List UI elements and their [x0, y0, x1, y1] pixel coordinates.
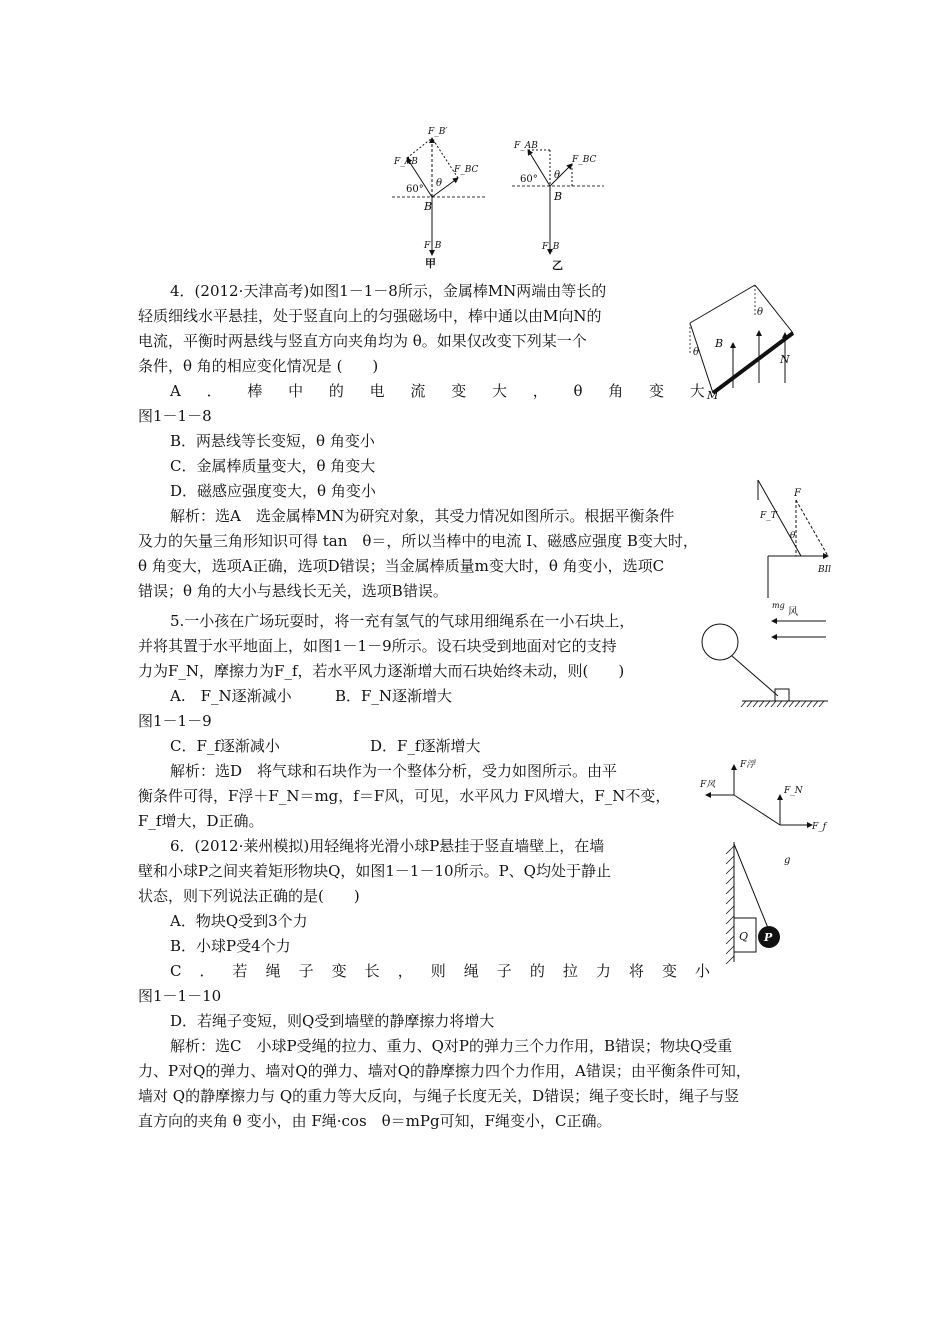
label-ft: F_T	[760, 511, 777, 521]
figure-jia	[392, 120, 492, 270]
q5-answer-line3: F_f增大，D正确。	[138, 812, 264, 830]
q6-answer-line1: 解析：选C 小球P受绳的拉力、重力、Q对P的弹力三个力作用，B错误；物块Q受重	[170, 1037, 733, 1055]
label-g: g	[784, 855, 791, 866]
q6-option-c: C ． 若 绳 子 变 长 ， 则 绳 子 的 拉 力 将 变 小	[170, 962, 710, 980]
label-fab: F_AB	[394, 157, 418, 167]
q6-answer-line4: 直方向的夹角 θ 变小，由 F绳·cos θ＝mPg可知，F绳变小，C正确。	[138, 1112, 612, 1130]
q4-line4: 条件，θ 角的相应变化情况是 ( )	[138, 357, 379, 375]
q5-line2: 并将其置于水平地面上，如图1－1－9所示。设石块受到地面对它的支持	[138, 637, 617, 655]
figure-1-1-10	[722, 840, 802, 965]
q4-answer-line4: 错误；θ 角的大小与悬线长无关，选项B错误。	[138, 582, 448, 600]
q6-line3: 状态，则下列说法正确的是( )	[138, 887, 360, 905]
label-ffeng: F风	[700, 780, 716, 790]
q4-line3: 电流，平衡时两悬线与竖直方向夹角均为 θ。如果仅改变下列某一个	[138, 332, 587, 350]
q4-answer-line3: θ 角变大，选项A正确，选项D错误；当金属棒质量m变大时，θ 角变小，选项C	[138, 557, 665, 575]
q6-option-a: A．物块Q受到3个力	[170, 912, 308, 930]
label-fn: F_N	[784, 786, 803, 796]
label-theta: θ	[436, 178, 443, 189]
q5-line1: 5.一小孩在广场玩耍时，将一充有氢气的气球用细绳系在一小石块上，	[170, 612, 635, 630]
label-point-b: B	[554, 190, 563, 203]
caption-jia: 甲	[425, 257, 436, 270]
label-f: F	[794, 488, 801, 499]
figure-1-1-9	[700, 605, 830, 715]
q4-option-d: D．磁感应强度变大，θ 角变小	[170, 482, 376, 500]
q5-figure-label: 图1－1－9	[138, 712, 212, 730]
q4-option-b: B．两悬线等长变短，θ 角变小	[170, 432, 375, 450]
figure-1-1-8	[685, 283, 800, 403]
q4-option-c: C．金属棒质量变大，θ 角变大	[170, 457, 376, 475]
q5-line3: 力为F_N，摩擦力为F_f，若水平风力逐渐增大而石块始终未动，则( )	[138, 662, 625, 680]
q5-option-a: A. F_N逐渐减小	[170, 687, 292, 705]
q6-figure-label: 图1－1－10	[138, 987, 222, 1005]
label-n: N	[780, 353, 790, 366]
label-fb: F_B	[542, 242, 560, 252]
q5-option-c: C．F_f逐渐减小	[170, 737, 280, 755]
label-q: Q	[739, 930, 749, 943]
label-b: B	[715, 337, 724, 350]
label-ff: F_f	[812, 822, 827, 832]
q6-line2: 壁和小球P之间夹着矩形物块Q，如图1－1－10所示。P、Q均处于静止	[138, 862, 611, 880]
q6-option-b: B．小球P受4个力	[170, 937, 291, 955]
q5-option-b: B．F_N逐渐增大	[335, 687, 453, 705]
q5-option-d: D．F_f逐渐增大	[370, 737, 481, 755]
label-m: M	[707, 389, 719, 402]
label-p: P	[764, 931, 773, 944]
label-fbc: F_BC	[572, 155, 597, 165]
q4-figure-label: 图1－1－8	[138, 407, 212, 425]
label-theta2: θ	[757, 307, 764, 318]
q6-answer-line3: 墙对 Q的静摩擦力与 Q的重力等大反向，与绳子长度无关，D错误；绳子变长时，绳子与竖	[138, 1087, 740, 1105]
figure-q4-force-triangle	[756, 478, 836, 610]
label-ffu: F浮	[740, 760, 756, 770]
q6-answer-line2: 力、P对Q的弹力、墙对Q的弹力、墙对Q的静摩擦力四个力作用，A错误；由平衡条件可知，	[138, 1062, 751, 1080]
label-mg: mg	[772, 601, 785, 610]
label-theta: θ	[790, 531, 796, 541]
caption-yi: 乙	[552, 259, 563, 272]
q4-line2: 轻质细线水平悬挂，处于竖直向上的匀强磁场中，棒中通以由M向N的	[138, 307, 602, 325]
label-theta: θ	[554, 170, 561, 181]
label-60deg: 60°	[406, 184, 424, 195]
label-fbc: F_BC	[454, 165, 479, 175]
q6-option-d: D．若绳子变短，则Q受到墙壁的静摩擦力将增大	[170, 1012, 495, 1030]
q4-option-a: A ． 棒 中 的 电 流 变 大 ， θ 角 变 大	[170, 382, 705, 400]
label-bil: BIl	[818, 565, 832, 575]
figure-yi	[512, 132, 612, 272]
q5-answer-line1: 解析：选D 将气球和石块作为一个整体分析，受力如图所示。由平	[170, 762, 618, 780]
label-60deg: 60°	[520, 174, 538, 185]
label-theta1: θ	[693, 347, 700, 358]
q5-answer-line2: 衡条件可得，F浮＋F_N＝mg，f＝F风，可见，水平风力 F风增大，F_N不变，	[138, 787, 671, 805]
label-fb-prime: F_B′	[428, 127, 448, 137]
label-fab: F_AB	[514, 141, 538, 151]
label-fb: F_B	[424, 241, 442, 251]
q4-answer-line1: 解析：选A 选金属棒MN为研究对象，其受力情况如图所示。根据平衡条件	[170, 507, 675, 525]
label-wind: 风	[788, 607, 798, 618]
q6-line1: 6．(2012·莱州模拟)用轻绳将光滑小球P悬挂于竖直墙壁上，在墙	[170, 837, 605, 855]
q4-answer-line2: 及力的矢量三角形知识可得 tan θ＝，所以当棒中的电流 I、磁感应强度 B变大时，	[138, 532, 698, 550]
q4-line1: 4．(2012·天津高考)如图1－1－8所示，金属棒MN两端由等长的	[170, 282, 607, 300]
label-point-b: B	[424, 200, 433, 213]
